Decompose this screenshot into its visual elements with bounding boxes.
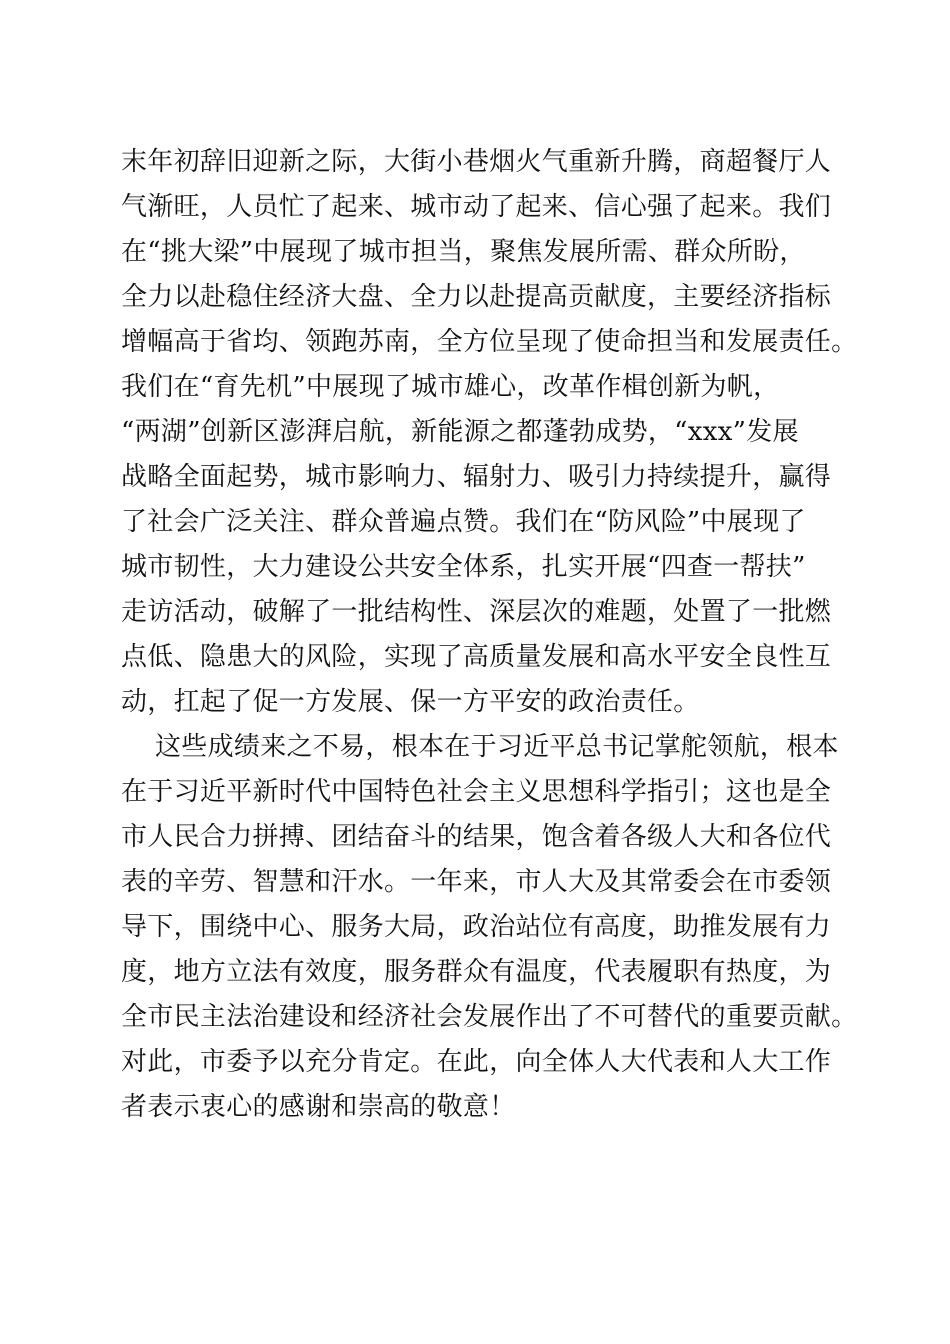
paragraph-2-line-4: 表的辛劳、智慧和汗水。一年来，市人大及其常委会在市委领 — [121, 867, 832, 897]
paragraph-2-line-1: 这些成绩来之不易，根本在于习近平总书记掌舵领航，根本 — [155, 732, 839, 762]
paragraph-2-line-9: 者表示衷心的感谢和崇高的敬意！ — [121, 1092, 516, 1122]
paragraph-1-line-11: 走访活动，破解了一批结构性、深层次的难题，处置了一批燃 — [121, 597, 832, 627]
paragraph-1-line-1: 末年初辞旧迎新之际，大街小巷烟火气重新升腾，商超餐厅人 — [121, 147, 832, 177]
paragraph-1-line-6: 我们在“育先机”中展现了城市雄心，改革作楫创新为帆， — [121, 372, 780, 402]
paragraph-1-line-8: 战略全面起势，城市影响力、辐射力、吸引力持续提升，赢得 — [121, 462, 832, 492]
paragraph-1-line-2: 气渐旺，人员忙了起来、城市动了起来、信心强了起来。我们 — [121, 192, 832, 222]
paragraph-1-line-3: 在“挑大梁”中展现了城市担当，聚焦发展所需、群众所盼， — [121, 237, 806, 267]
paragraph-2-line-5: 导下，围绕中心、服务大局，政治站位有高度，助推发展有力 — [121, 912, 832, 942]
paragraph-1-line-7: “两湖”创新区澎湃启航，新能源之都蓬勃成势，“xxx”发展 — [121, 417, 799, 447]
paragraph-1-line-9: 了社会广泛关注、群众普遍点赞。我们在“防风险”中展现了 — [121, 507, 806, 537]
paragraph-1-line-4: 全力以赴稳住经济大盘、全力以赴提高贡献度，主要经济指标 — [121, 282, 832, 312]
paragraph-1-line-12: 点低、隐患大的风险，实现了高质量发展和高水平安全良性互 — [121, 642, 832, 672]
paragraph-2-line-8: 对此，市委予以充分肯定。在此，向全体人大代表和人大工作 — [121, 1047, 832, 1077]
paragraph-1-line-10: 城市韧性，大力建设公共安全体系，扎实开展“四查一帮扶” — [121, 552, 806, 582]
paragraph-2-line-3: 市人民合力拼搏、团结奋斗的结果，饱含着各级人大和各位代 — [121, 822, 832, 852]
paragraph-2-line-7: 全市民主法治建设和经济社会发展作出了不可替代的重要贡献。 — [121, 1002, 858, 1032]
paragraph-2-line-6: 度，地方立法有效度，服务群众有温度，代表履职有热度，为 — [121, 957, 832, 987]
paragraph-2-line-2: 在于习近平新时代中国特色社会主义思想科学指引；这也是全 — [121, 777, 832, 807]
paragraph-1-line-5: 增幅高于省均、领跑苏南，全方位呈现了使命担当和发展责任。 — [121, 327, 858, 357]
paragraph-1-line-13: 动，扛起了促一方发展、保一方平安的政治责任。 — [121, 687, 700, 717]
